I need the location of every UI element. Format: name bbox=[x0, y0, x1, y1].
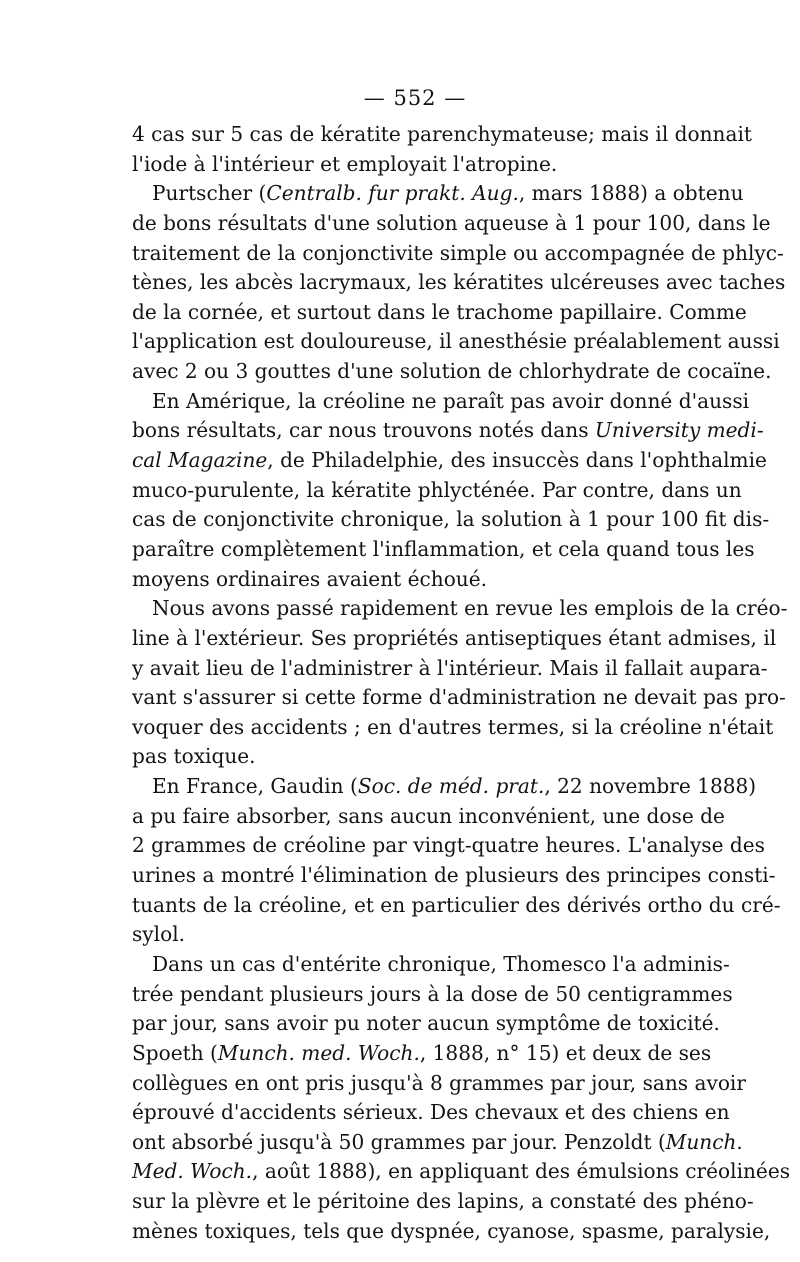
text-segment: vant s'assurer si cette forme d'administration ne devait pas pro- bbox=[132, 685, 786, 710]
text-line bbox=[132, 387, 750, 417]
text-line bbox=[132, 1128, 743, 1158]
italic-citation: Munch. bbox=[665, 1129, 743, 1154]
paragraph bbox=[132, 772, 781, 950]
text-line bbox=[132, 1069, 746, 1099]
text-segment: trée pendant plusieurs jours à la dose de 50 centigrammes bbox=[132, 981, 733, 1006]
text-line bbox=[132, 654, 768, 684]
text-line bbox=[132, 594, 788, 624]
text-line bbox=[132, 772, 757, 802]
text-line bbox=[132, 357, 772, 387]
text-line bbox=[132, 268, 786, 298]
text-line bbox=[132, 950, 730, 980]
paragraph bbox=[132, 950, 791, 1246]
text-segment: , août 1888), en appliquant des émulsions créolinées bbox=[252, 1159, 791, 1184]
text-segment: l'application est douloureuse, il anesthésie préalablement aussi bbox=[132, 329, 780, 354]
text-segment: voquer des accidents ; en d'autres termes, si la créoline n'était bbox=[132, 714, 774, 739]
text-segment: cas de conjonctivite chronique, la solution à 1 pour 100 fit dis- bbox=[132, 507, 770, 532]
text-line bbox=[132, 446, 767, 476]
text-segment: traitement de la conjonctivite simple ou accompagnée de phlyc- bbox=[132, 240, 784, 265]
text-line bbox=[132, 535, 755, 565]
text-line bbox=[132, 179, 744, 209]
body-text bbox=[132, 120, 791, 1246]
text-segment: bons résultats, car nous trouvons notés dans bbox=[132, 418, 595, 443]
text-line bbox=[132, 1098, 730, 1128]
text-segment: moyens ordinaires avaient échoué. bbox=[132, 566, 488, 591]
text-segment: Purtscher ( bbox=[152, 181, 267, 206]
text-segment: sylol. bbox=[132, 922, 186, 947]
text-line bbox=[132, 1217, 771, 1247]
text-segment: par jour, sans avoir pu noter aucun symptôme de toxicité. bbox=[132, 1011, 720, 1036]
text-segment: Spoeth ( bbox=[132, 1040, 218, 1065]
page-number: — 552 — bbox=[363, 86, 467, 110]
text-line bbox=[132, 920, 698, 950]
italic-citation: cal Magazine bbox=[132, 448, 268, 473]
text-line bbox=[132, 1187, 754, 1217]
text-segment: tènes, les abcès lacrymaux, les kératites ulcéreuses avec taches bbox=[132, 270, 786, 295]
text-line bbox=[132, 683, 786, 713]
paragraph bbox=[132, 387, 770, 594]
text-line bbox=[132, 239, 784, 269]
text-segment: collègues en ont pris jusqu'à 8 grammes par jour, sans avoir bbox=[132, 1070, 746, 1095]
text-line bbox=[132, 831, 765, 861]
text-segment: avec 2 ou 3 gouttes d'une solution de chlorhydrate de cocaïne. bbox=[132, 359, 772, 384]
text-segment: l'iode à l'intérieur et employait l'atropine. bbox=[132, 151, 558, 176]
text-segment: En Amérique, la créoline ne paraît pas avoir donné d'aussi bbox=[152, 388, 750, 413]
text-segment: Dans un cas d'entérite chronique, Thomesco l'a adminis- bbox=[152, 951, 730, 976]
text-segment: a pu faire absorber, sans aucun inconvénient, une dose de bbox=[132, 803, 725, 828]
paragraph bbox=[132, 120, 752, 179]
text-segment: tuants de la créoline, et en particulier des dérivés ortho du cré- bbox=[132, 892, 781, 917]
book-page bbox=[132, 0, 791, 1262]
text-line bbox=[132, 1009, 720, 1039]
text-segment: , de Philadelphie, des insuccès dans l'ophthalmie bbox=[267, 448, 767, 473]
text-segment: Nous avons passé rapidement en revue les emplois de la créo- bbox=[152, 596, 788, 621]
text-segment: urines a montré l'élimination de plusieurs des principes consti- bbox=[132, 863, 776, 888]
text-line bbox=[132, 209, 771, 239]
text-segment: , 22 novembre 1888) bbox=[544, 774, 757, 799]
text-segment: , mars 1888) a obtenu bbox=[518, 181, 744, 206]
text-line bbox=[132, 505, 770, 535]
text-segment: de la cornée, et surtout dans le trachome papillaire. Comme bbox=[132, 299, 747, 324]
text-line bbox=[132, 327, 780, 357]
text-segment: En France, Gaudin ( bbox=[152, 774, 358, 799]
paragraph bbox=[132, 594, 788, 772]
text-segment: paraître complètement l'inflammation, et cela quand tous les bbox=[132, 536, 755, 561]
text-line bbox=[132, 1157, 791, 1187]
text-segment: mènes toxiques, tels que dyspnée, cyanose, spasme, paralysie, bbox=[132, 1218, 771, 1243]
text-line bbox=[132, 298, 747, 328]
text-line bbox=[132, 150, 698, 180]
text-segment: 2 grammes de créoline par vingt-quatre heures. L'analyse des bbox=[132, 833, 765, 858]
text-line bbox=[132, 980, 733, 1010]
text-line bbox=[132, 416, 764, 446]
text-segment: line à l'extérieur. Ses propriétés antiseptiques étant admises, il bbox=[132, 625, 777, 650]
italic-citation: Med. Woch. bbox=[132, 1159, 253, 1184]
text-line bbox=[132, 624, 777, 654]
text-segment: pas toxique. bbox=[132, 744, 256, 769]
italic-citation: University medi- bbox=[594, 418, 764, 443]
text-line bbox=[132, 742, 698, 772]
italic-citation: Soc. de méd. prat. bbox=[357, 774, 545, 799]
italic-citation: Munch. med. Woch. bbox=[217, 1040, 420, 1065]
text-line bbox=[132, 476, 742, 506]
text-segment: ont absorbé jusqu'à 50 grammes par jour. Penzoldt ( bbox=[132, 1129, 666, 1154]
text-line bbox=[132, 1039, 712, 1069]
text-line bbox=[132, 565, 698, 595]
paragraph bbox=[132, 179, 786, 386]
text-segment: de bons résultats d'une solution aqueuse à 1 pour 100, dans le bbox=[132, 210, 771, 235]
text-segment: 4 cas sur 5 cas de kératite parenchymateuse; mais il donnait bbox=[132, 122, 752, 146]
text-segment: éprouvé d'accidents sérieux. Des chevaux et des chiens en bbox=[132, 1100, 730, 1125]
text-line bbox=[132, 713, 774, 743]
text-segment: y avait lieu de l'administrer à l'intérieur. Mais il fallait aupara- bbox=[132, 655, 768, 680]
text-line bbox=[132, 861, 776, 891]
text-segment: muco-purulente, la kératite phlycténée. Par contre, dans un bbox=[132, 477, 742, 502]
text-line bbox=[132, 120, 752, 150]
text-segment: sur la plèvre et le péritoine des lapins, a constaté des phéno- bbox=[132, 1189, 754, 1214]
text-segment: , 1888, n° 15) et deux de ses bbox=[419, 1040, 712, 1065]
text-line bbox=[132, 891, 781, 921]
italic-citation: Centralb. fur prakt. Aug. bbox=[266, 181, 519, 206]
text-line bbox=[132, 802, 725, 832]
